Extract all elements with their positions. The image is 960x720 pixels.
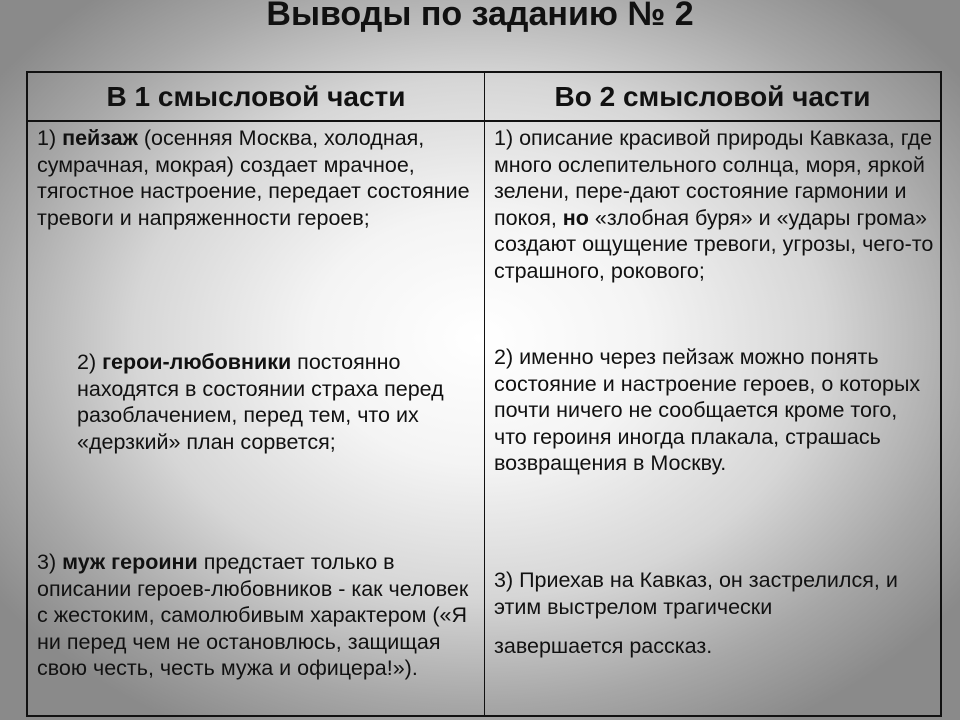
item-number: 3) [37,550,63,574]
part-1-item-lovers [37,349,477,455]
item-number: 1) [37,126,63,150]
conclusions-table [26,71,942,717]
item-text: завершается рассказ. [494,634,713,658]
part-2-item-ending [494,567,934,620]
column-divider [484,73,485,715]
item-text: предстает только в описании героев-любовников - как человек с жестоким, самолюбивым характером («Я ни перед чем не остановлюсь, защищая свою честь, честь мужа и офицера!»). [37,550,469,680]
item-text: «злобная буря» и «удары грома» создают ощущение тревоги, угрозы, чего-то страшного, рокового; [494,205,934,283]
item-text: 3) Приехав на Кавказ, он застрелился, и этим выстрелом трагически [494,568,898,619]
part-2-item-nature [494,125,934,284]
item-text: 2) именно через пейзаж можно понять состояние и настроение героев, о которых почти ничего не сообщается кроме того, что героиня иногда плакала, страшась возвращения в Москву. [494,345,921,475]
part-2-column [494,122,934,714]
item-keyword: пейзаж [62,126,138,150]
item-number: 2) [77,350,103,374]
header-part-2: Во 2 смысловой части [554,81,871,112]
item-text: (осенняя Москва, холодная, сумрачная, мокрая) создает мрачное, тягостное настроение, передает состояние тревоги и напряженности героев; [37,126,470,230]
item-keyword: герои-любовники [102,350,292,374]
slide-title: Выводы по заданию № 2 [266,0,694,33]
item-text: постоянно находятся в состоянии страха перед разоблачением, перед тем, что их «дерзкий» план сорвется; [77,350,444,454]
item-keyword: муж героини [62,550,198,574]
part-1-column [37,122,477,714]
item-text: 1) описание красивой природы Кавказа, где много ослепительного солнца, моря, яркой зелени, пере-дают состояние гармонии и покоя, [494,126,933,230]
part-2-item-heroes [494,344,934,477]
part-2-item-ending-continued [494,633,934,660]
part-1-item-landscape [37,125,477,231]
part-1-item-husband [37,549,477,682]
item-keyword: но [562,205,589,230]
header-part-1: В 1 смысловой части [106,81,406,112]
